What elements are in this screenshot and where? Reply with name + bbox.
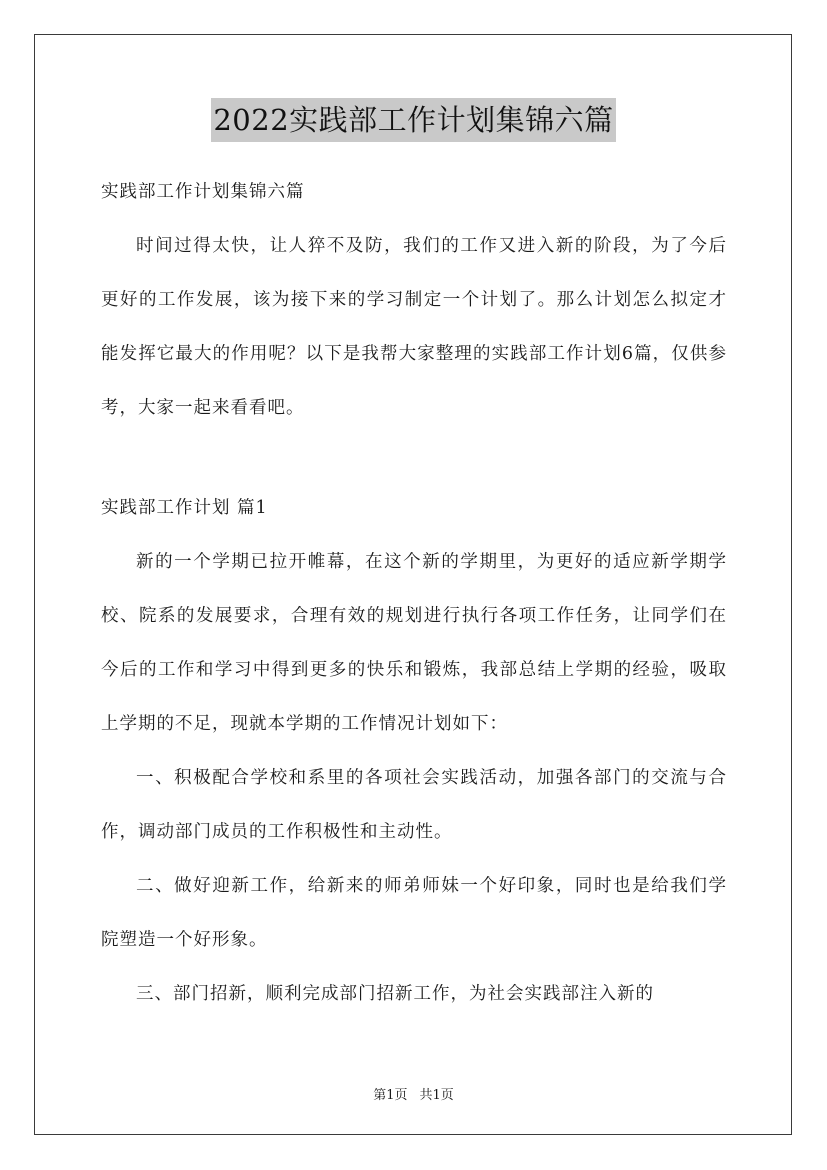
section-paragraph-4: 三、部门招新，顺利完成部门招新工作，为社会实践部注入新的 [136,984,654,1004]
page-total: 共1页 [419,1088,454,1103]
intro-paragraph: 时间过得太快，让人猝不及防，我们的工作又进入新的阶段，为了今后更好的工作发展，该为接下来的学习制定一个计划了。那么计划怎么拟定才能发挥它最大的作用呢？以下是我帮大家整理的实践部工作计划6篇，仅供参考，大家一起来看看吧。 [101,236,727,418]
section-heading: 实践部工作计划 篇1 [101,498,268,518]
document-title: 2022实践部工作计划集锦六篇 [211,98,615,142]
section-paragraph-3: 二、做好迎新工作，给新来的师弟师妹一个好印象，同时也是给我们学院塑造一个好形象。 [101,876,727,950]
document-subtitle: 实践部工作计划集锦六篇 [101,182,305,202]
title-area [0,98,827,142]
section-paragraph-2: 一、积极配合学校和系里的各项社会实践活动，加强各部门的交流与合作，调动部门成员的工作积极性和主动性。 [101,768,727,842]
document-body [101,165,727,1021]
section-paragraph-1: 新的一个学期已拉开帷幕，在这个新的学期里，为更好的适应新学期学校、院系的发展要求，合理有效的规划进行执行各项工作任务，让同学们在今后的工作和学习中得到更多的快乐和锻炼，我部总结上学期的经验，吸取上学期的不足，现就本学期的工作情况计划如下： [101,552,727,734]
page-number: 第1页 [373,1088,408,1103]
page-footer [0,1084,827,1103]
